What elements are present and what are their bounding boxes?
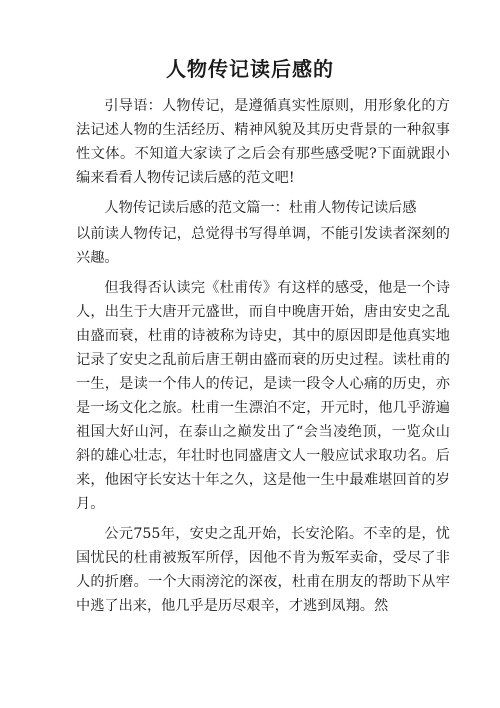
intro-paragraph: 引导语：人物传记，是遵循真实性原则，用形象化的方法记述人物的生活经历、精神风貌及其历史背景的一种叙事性文体。不知道大家读了之后会有那些感受呢?下面就跟小编来看看人物传记读后感的范文吧!: [76, 98, 450, 186]
body-paragraph: 以前读人物传记，总觉得书写得单调，不能引发读者深刻的兴趣。: [76, 226, 450, 266]
body-paragraph: 但我得否认读完《杜甫传》有这样的感受，他是一个诗人，出生于大唐开元盛世，而自中晚唐开始，唐由安史之乱由盛而衰，杜甫的诗被称为诗史，其中的原因即是他真实地记录了安史之乱前后唐王朝由盛而衰的历史过程。读杜甫的一生，是读一个伟人的传记，是读一段令人心痛的历史，亦是一场文化之旅。杜甫一生漂泊不定，开元时，他几乎游遍祖国大好山河，在泰山之巅发出了“会当凌绝顶，一览众山斜的雄心壮志，年壮时也同盛唐文人一般应试求取功名。后来，他困守长安达十年之久，这是他一生中最难堪回首的岁月。: [76, 280, 450, 512]
section-heading: 人物传记读后感的范文篇一：杜甫人物传记读后感: [104, 200, 417, 216]
document-title: 人物传记读后感的: [166, 57, 334, 81]
body-paragraph: 公元755年，安史之乱开始，长安沦陷。不幸的是，忧国忧民的杜甫被叛军所俘，因他不肯为叛军卖命，受尽了非人的折磨。一个大雨滂沱的深夜，杜甫在朋友的帮助下从牢中逃了出来，他几乎是历尽艰辛，才逃到凤翔。然: [76, 526, 450, 614]
